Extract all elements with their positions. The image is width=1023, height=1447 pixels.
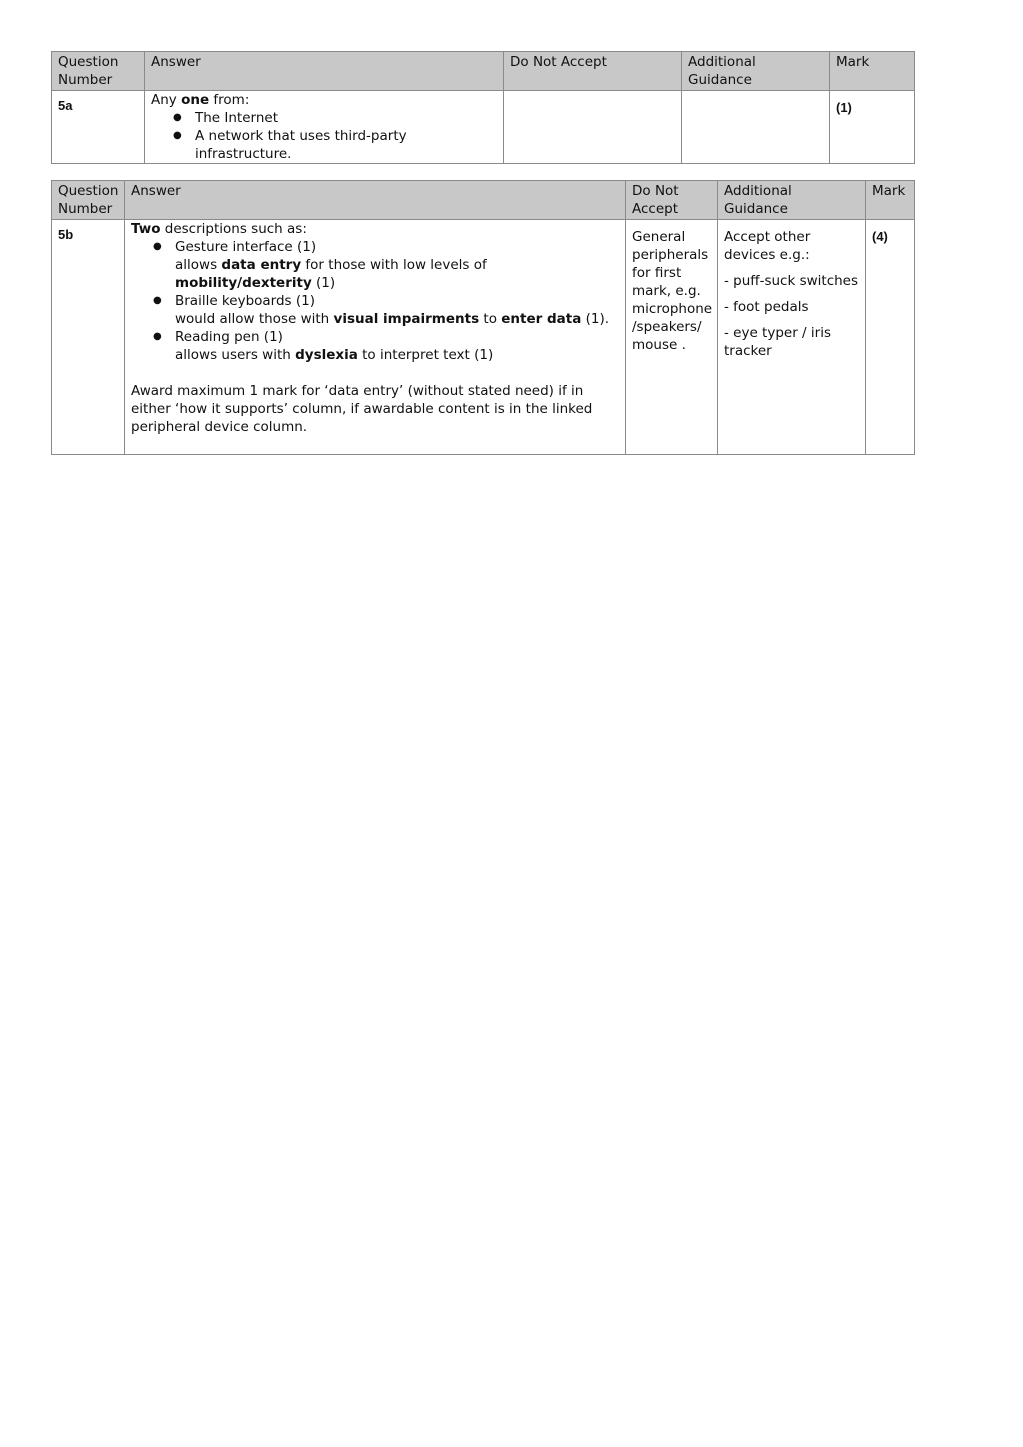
list-item: ● A network that uses third-party infrastructure. (151, 127, 497, 163)
answer-bullet-list (131, 328, 619, 346)
answer-cell (145, 91, 504, 164)
answer-bullet-list (151, 109, 497, 163)
mark-value: (4) (872, 229, 888, 244)
do-not-accept-cell (626, 220, 718, 455)
header-mark: Mark (830, 52, 915, 91)
header-do-not-accept: Do Not Accept (626, 181, 718, 220)
mark-value: (1) (836, 100, 852, 115)
item-explanation: allows users with dyslexia to interpret text (1) (175, 347, 494, 363)
mark-scheme-table-5b (51, 180, 915, 455)
header-question-number: Question Number (52, 181, 125, 220)
answer-bullet-list (131, 238, 619, 256)
list-item: ● The Internet (151, 109, 497, 127)
question-number: 5a (58, 98, 73, 113)
additional-guidance-cell (718, 220, 866, 455)
question-number-cell (52, 220, 125, 455)
guidance-item: - puff-suck switches (724, 273, 859, 289)
header-mark: Mark (866, 181, 915, 220)
guidance-intro: Accept other devices e.g.: (724, 229, 811, 263)
do-not-accept-text: General peripherals for first mark, e.g. microphone /speakers/ mouse . (632, 229, 713, 353)
header-additional-guidance: Additional Guidance (682, 52, 830, 91)
list-item: ● Reading pen (1) (131, 328, 619, 346)
answer-intro: Any one from: (151, 92, 250, 108)
answer-cell (125, 220, 626, 455)
guidance-item: - foot pedals (724, 299, 809, 315)
header-additional-guidance: Additional Guidance (718, 181, 866, 220)
list-item: ● Braille keyboards (1) (131, 292, 619, 310)
table-row (52, 91, 915, 164)
header-question-number: Question Number (52, 52, 145, 91)
answer-intro: Two descriptions such as: (131, 221, 307, 237)
award-note: Award maximum 1 mark for ‘data entry’ (without stated need) if in either ‘how it supports’ column, if awardable content is in the linked peripheral device column. (131, 383, 593, 435)
item-explanation: would allow those with visual impairments to enter data (1). (175, 311, 610, 327)
header-row (52, 181, 915, 220)
additional-guidance-cell (682, 91, 830, 164)
do-not-accept-cell (504, 91, 682, 164)
question-number: 5b (58, 227, 74, 242)
mark-scheme-table-5a (51, 51, 915, 164)
header-do-not-accept: Do Not Accept (504, 52, 682, 91)
answer-bullet-list (131, 292, 619, 310)
header-answer: Answer (125, 181, 626, 220)
mark-cell (830, 91, 915, 164)
mark-cell (866, 220, 915, 455)
header-answer: Answer (145, 52, 504, 91)
list-item: ● Gesture interface (1) (131, 238, 619, 256)
header-row (52, 52, 915, 91)
item-explanation: allows data entry for those with low levels of mobility/dexterity (1) (175, 257, 487, 291)
guidance-item: - eye typer / iris tracker (724, 325, 831, 359)
question-number-cell (52, 91, 145, 164)
table-row (52, 220, 915, 455)
